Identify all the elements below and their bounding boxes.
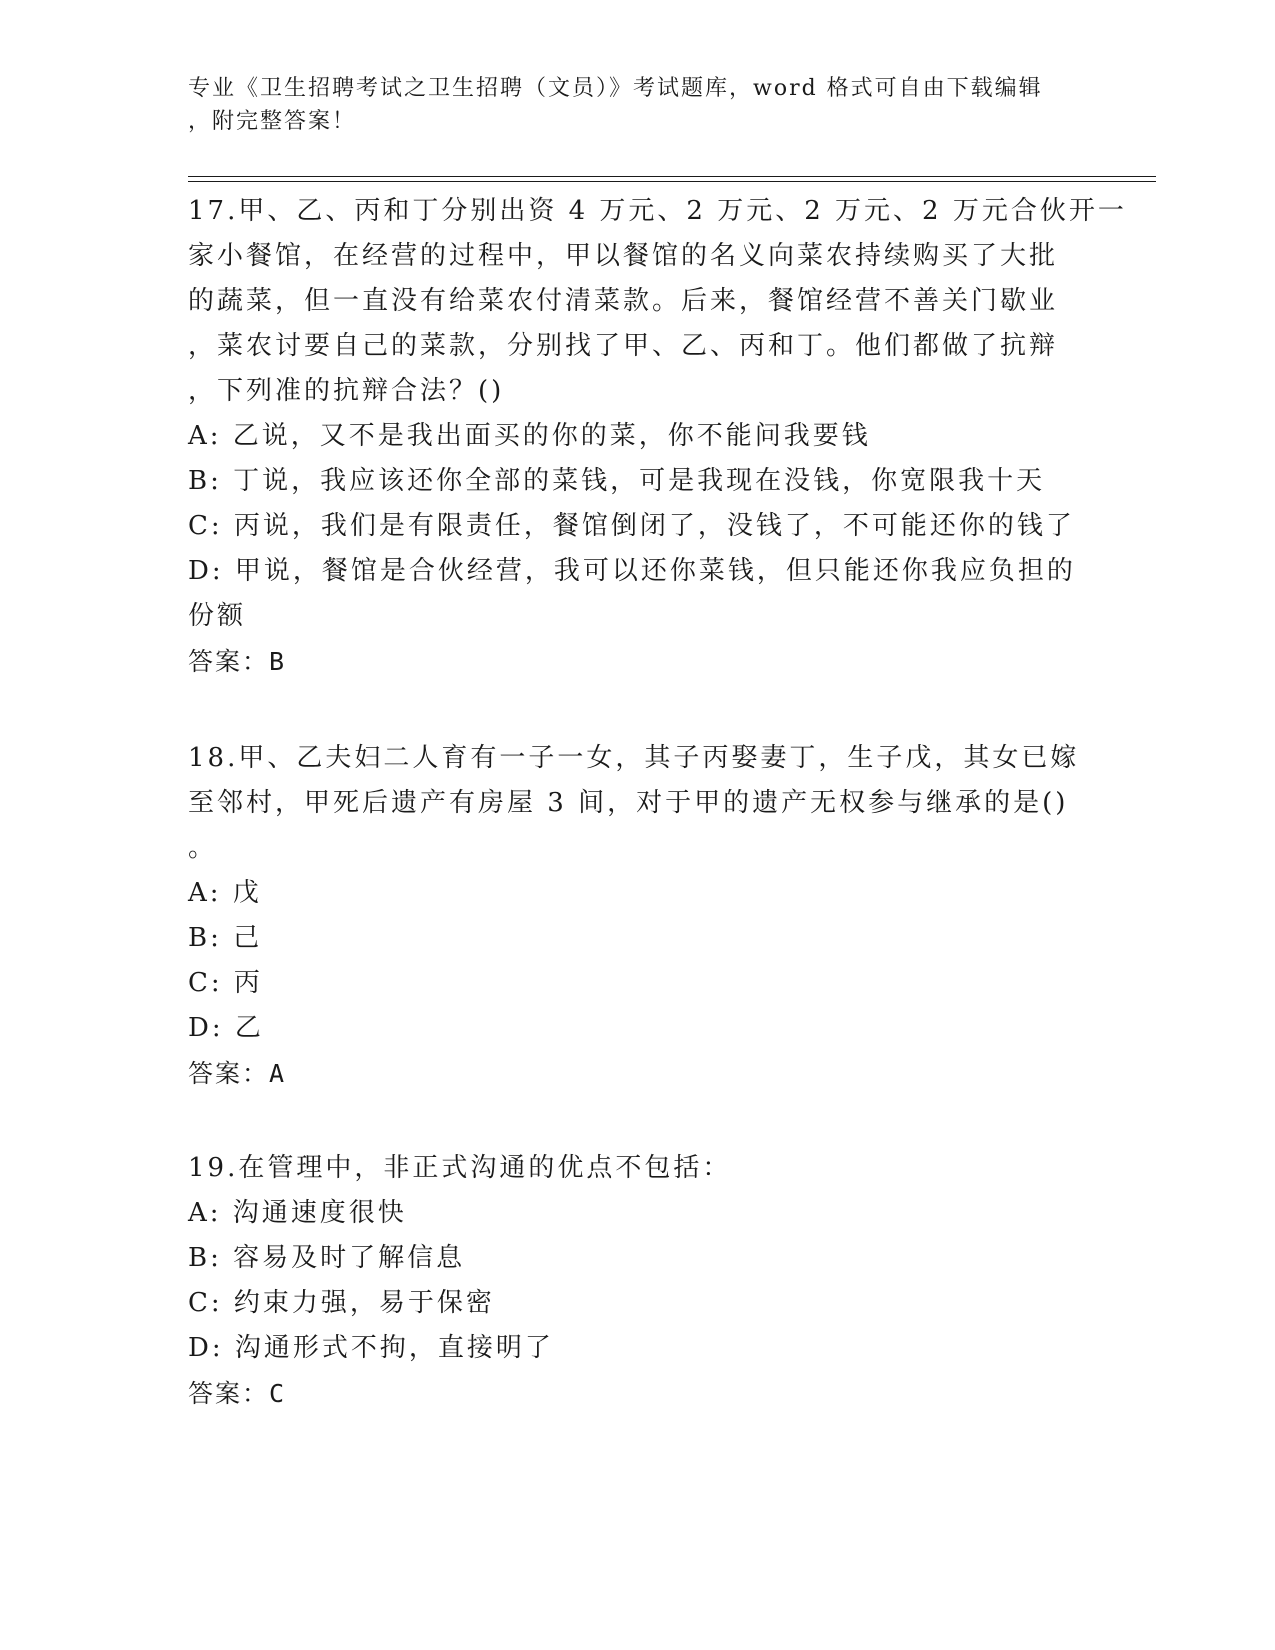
question-stem-line: 家小餐馆，在经营的过程中，甲以餐馆的名义向菜农持续购买了大批 (188, 241, 1059, 271)
question-stem-line: 的蔬菜，但一直没有给菜农付清菜款。后来，餐馆经营不善关门歇业 (188, 286, 1059, 316)
option-c: C: 丙说，我们是有限责任，餐馆倒闭了，没钱了，不可能还你的钱了 (188, 511, 1075, 541)
option-b: B: 丁说，我应该还你全部的菜钱，可是我现在没钱，你宽限我十天 (188, 466, 1046, 496)
answer-line (188, 1371, 1088, 1416)
answer-label: 答案： (188, 1059, 270, 1088)
answer-label: 答案： (188, 647, 270, 676)
question-19 (188, 1146, 1088, 1416)
answer-label: 答案： (188, 1379, 270, 1408)
answer-value: C (269, 1379, 287, 1408)
document-header (188, 72, 1068, 138)
header-divider-top (188, 176, 1156, 177)
option-d: D: 乙 (188, 1013, 264, 1043)
option-b: B: 己 (188, 923, 263, 953)
option-c: C: 约束力强，易于保密 (188, 1288, 495, 1318)
answer-line (188, 1051, 1088, 1096)
question-17 (188, 189, 1127, 684)
option-d-continued: 份额 (188, 601, 247, 631)
option-d: D: 沟通形式不拘，直接明了 (188, 1333, 554, 1363)
option-a: A: 乙说，又不是我出面买的你的菜，你不能问我要钱 (188, 421, 871, 451)
answer-value: B (269, 647, 287, 676)
answer-value: A (269, 1059, 287, 1088)
header-line-1: 专业《卫生招聘考试之卫生招聘（文员）》考试题库，word 格式可自由下载编辑 (188, 76, 1043, 101)
question-stem-line: 17.甲、乙、丙和丁分别出资 4 万元、2 万元、2 万元、2 万元合伙开一 (188, 196, 1127, 226)
question-stem-line: ，菜农讨要自己的菜款，分别找了甲、乙、丙和丁。他们都做了抗辩 (188, 331, 1059, 361)
question-stem-line: 19.在管理中，非正式沟通的优点不包括： (188, 1153, 732, 1183)
header-divider-bottom (188, 181, 1156, 182)
question-stem-line: ，下列准的抗辩合法？() (188, 376, 505, 406)
option-d: D: 甲说，餐馆是合伙经营，我可以还你菜钱，但只能还你我应负担的 (188, 556, 1076, 586)
header-line-2: ，附完整答案！ (188, 109, 357, 134)
question-18 (188, 736, 1088, 1096)
option-a: A: 戊 (188, 878, 262, 908)
answer-line (188, 639, 1088, 684)
question-stem-line: 至邻村，甲死后遗产有房屋 3 间，对于甲的遗产无权参与继承的是() (188, 788, 1069, 818)
question-stem-line: 。 (188, 833, 218, 863)
option-c: C: 丙 (188, 968, 263, 998)
option-a: A: 沟通速度很快 (188, 1198, 407, 1228)
question-stem-line: 18.甲、乙夫妇二人育有一子一女，其子丙娶妻丁，生子戊，其女已嫁 (188, 743, 1080, 773)
option-b: B: 容易及时了解信息 (188, 1243, 466, 1273)
